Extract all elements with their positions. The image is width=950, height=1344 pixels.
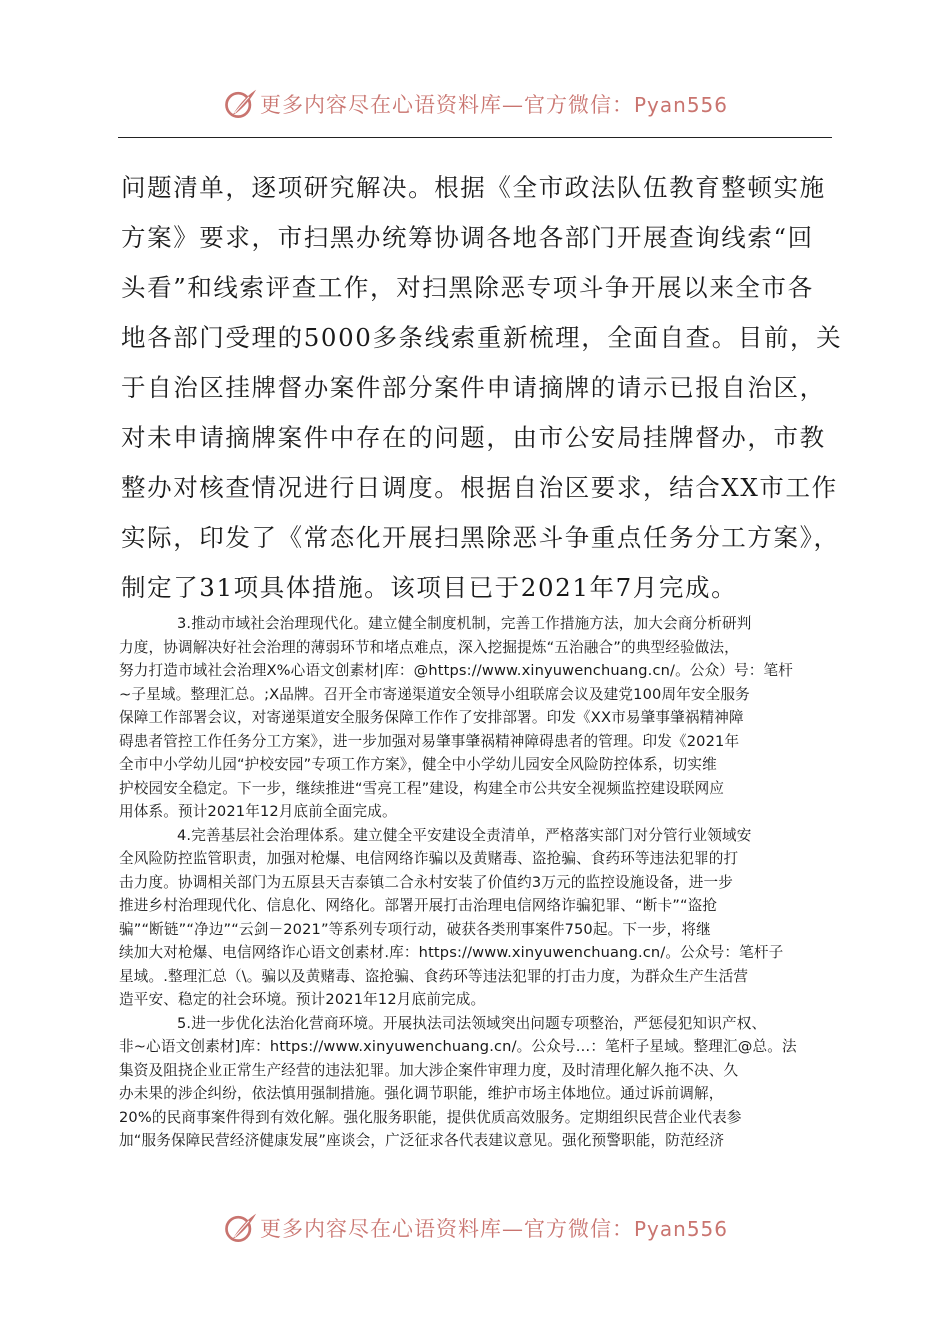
section-line: 全风险防控监管职责，加强对枪爆、电信网络诈骗以及黄赌毒、盗抢骗、食药环等违法犯罪的打 <box>119 850 739 867</box>
section-line: 3.推动市域社会治理现代化。建立健全制度机制，完善工作措施方法，加大会商分析研判 <box>177 615 752 632</box>
body-sections <box>119 612 835 1153</box>
section-line: 推进乡村治理现代化、信息化、网络化。部署开展打击治理电信网络诈骗犯罪、“断卡”“盗抢 <box>119 897 718 914</box>
paragraph-line: 整办对核查情况进行日调度。根据自治区要求，结合XX市工作 <box>121 473 838 502</box>
section-line: 集资及阻挠企业正常生产经营的违法犯罪。加大涉企案件审理力度，及时清理化解久拖不决、久 <box>119 1061 739 1079</box>
section-5 <box>119 1012 835 1153</box>
banner-text <box>260 1213 728 1243</box>
section-line: 力度，协调解决好社会治理的薄弱环节和堵点难点，深入挖掘提炼“五治融合”的典型经验做法， <box>119 638 739 656</box>
section-4 <box>119 824 835 1012</box>
section-line: 用体系。预计2021年12月底前全面完成。 <box>119 803 397 820</box>
footer-banner <box>0 1208 950 1248</box>
section-line: 非~心语文创素材]库：https://www.xinyuwenchuang.cn/。公众号…：笔杆子星域。整理汇@总。法 <box>119 1038 797 1055</box>
section-line: 星域。.整理汇总（\。骗以及黄赌毒、盗抢骗、食药环等违法犯罪的打击力度，为群众生产生活营 <box>119 967 749 985</box>
section-line: 击力度。协调相关部门为五原县天吉泰镇二合永村安装了价值约3万元的监控设施设备，进一步 <box>119 873 733 891</box>
section-line: 保障工作部署会议，对寄递渠道安全服务保障工作作了安排部署。印发《XX市易肇事肇祸精神障 <box>119 709 744 726</box>
section-line: 5.进一步优化法治化营商环境。开展执法司法领域突出问题专项整治，严惩侵犯知识产权、 <box>177 1014 767 1032</box>
section-line: 护校园安全稳定。下一步，继续推进“雪亮工程”建设，构建全市公共安全视频监控建设联网应 <box>119 779 725 797</box>
section-line: 续加大对枪爆、电信网络诈心语文创素材.库：https://www.xinyuwenchuang.cn/。公众号：笔杆子 <box>119 944 784 961</box>
section-line: 20%的民商事案件得到有效化解。强化服务职能，提供优质高效服务。定期组织民营企业代表参 <box>119 1108 742 1126</box>
section-line: 骗”“断链”“净边”“云剑－2021”等系列专项行动，破获各类刑事案件750起。下一步，将继 <box>119 920 711 938</box>
banner-label: 更多内容尽在心语资料库—官方微信： <box>259 1217 634 1241</box>
banner-label: 更多内容尽在心语资料库—官方微信： <box>259 93 634 117</box>
main-paragraph <box>121 163 843 613</box>
paragraph-line: 头看”和线索评查工作，对扫黑除恶专项斗争开展以来全市各 <box>121 273 814 302</box>
quill-logo-icon <box>222 86 258 122</box>
paragraph-line: 方案》要求，市扫黑办统筹协调各地各部门开展查询线索“回 <box>121 223 814 252</box>
section-line: 努力打造市域社会治理X%心语文创素材|库：@https://www.xinyuwenchuang.cn/。公众）号：笔杆 <box>119 662 794 679</box>
quill-logo-icon <box>222 1210 258 1246</box>
section-line: 办未果的涉企纠纷，依法慎用强制措施。强化调节职能，维护市场主体地位。通过诉前调解， <box>119 1085 724 1102</box>
header-banner <box>0 84 950 124</box>
paragraph-line: 问题清单，逐项研究解决。根据《全市政法队伍教育整顿实施 <box>121 173 826 202</box>
paragraph-line: 实际，印发了《常态化开展扫黑除恶斗争重点任务分工方案》， <box>121 523 840 552</box>
section-line: 全市中小学幼儿园“护校安园”专项工作方案》，健全中小学幼儿园安全风险防控体系，切实维 <box>119 756 717 773</box>
section-3 <box>119 612 835 824</box>
section-line: 碍患者管控工作任务分工方案》，进一步加强对易肇事肇祸精神障碍患者的管理。印发《2021年 <box>119 732 740 750</box>
wechat-id: Pyan556 <box>633 1217 728 1241</box>
section-line: 加“服务保障民营经济健康发展”座谈会，广泛征求各代表建议意见。强化预警职能，防范经济 <box>119 1132 725 1149</box>
paragraph-line: 地各部门受理的5000多条线索重新梳理，全面自查。目前，关 <box>121 323 843 352</box>
section-line: ~子星域。整理汇总。;X品牌。召开全市寄递渠道安全领导小组联席会议及建党100周年安全服务 <box>119 685 750 703</box>
wechat-id: Pyan556 <box>633 93 728 117</box>
section-line: 造平安、稳定的社会环境。预计2021年12月底前完成。 <box>119 991 486 1008</box>
header-divider <box>118 137 832 138</box>
paragraph-line: 制定了31项具体措施。该项目已于2021年7月完成。 <box>121 573 738 602</box>
banner-text <box>260 89 728 119</box>
section-line: 4.完善基层社会治理体系。建立健全平安建设全责清单，严格落实部门对分管行业领域安 <box>177 826 752 844</box>
paragraph-line: 对未申请摘牌案件中存在的问题，由市公安局挂牌督办，市教 <box>121 423 826 452</box>
paragraph-line: 于自治区挂牌督办案件部分案件申请摘牌的请示已报自治区， <box>121 373 826 402</box>
